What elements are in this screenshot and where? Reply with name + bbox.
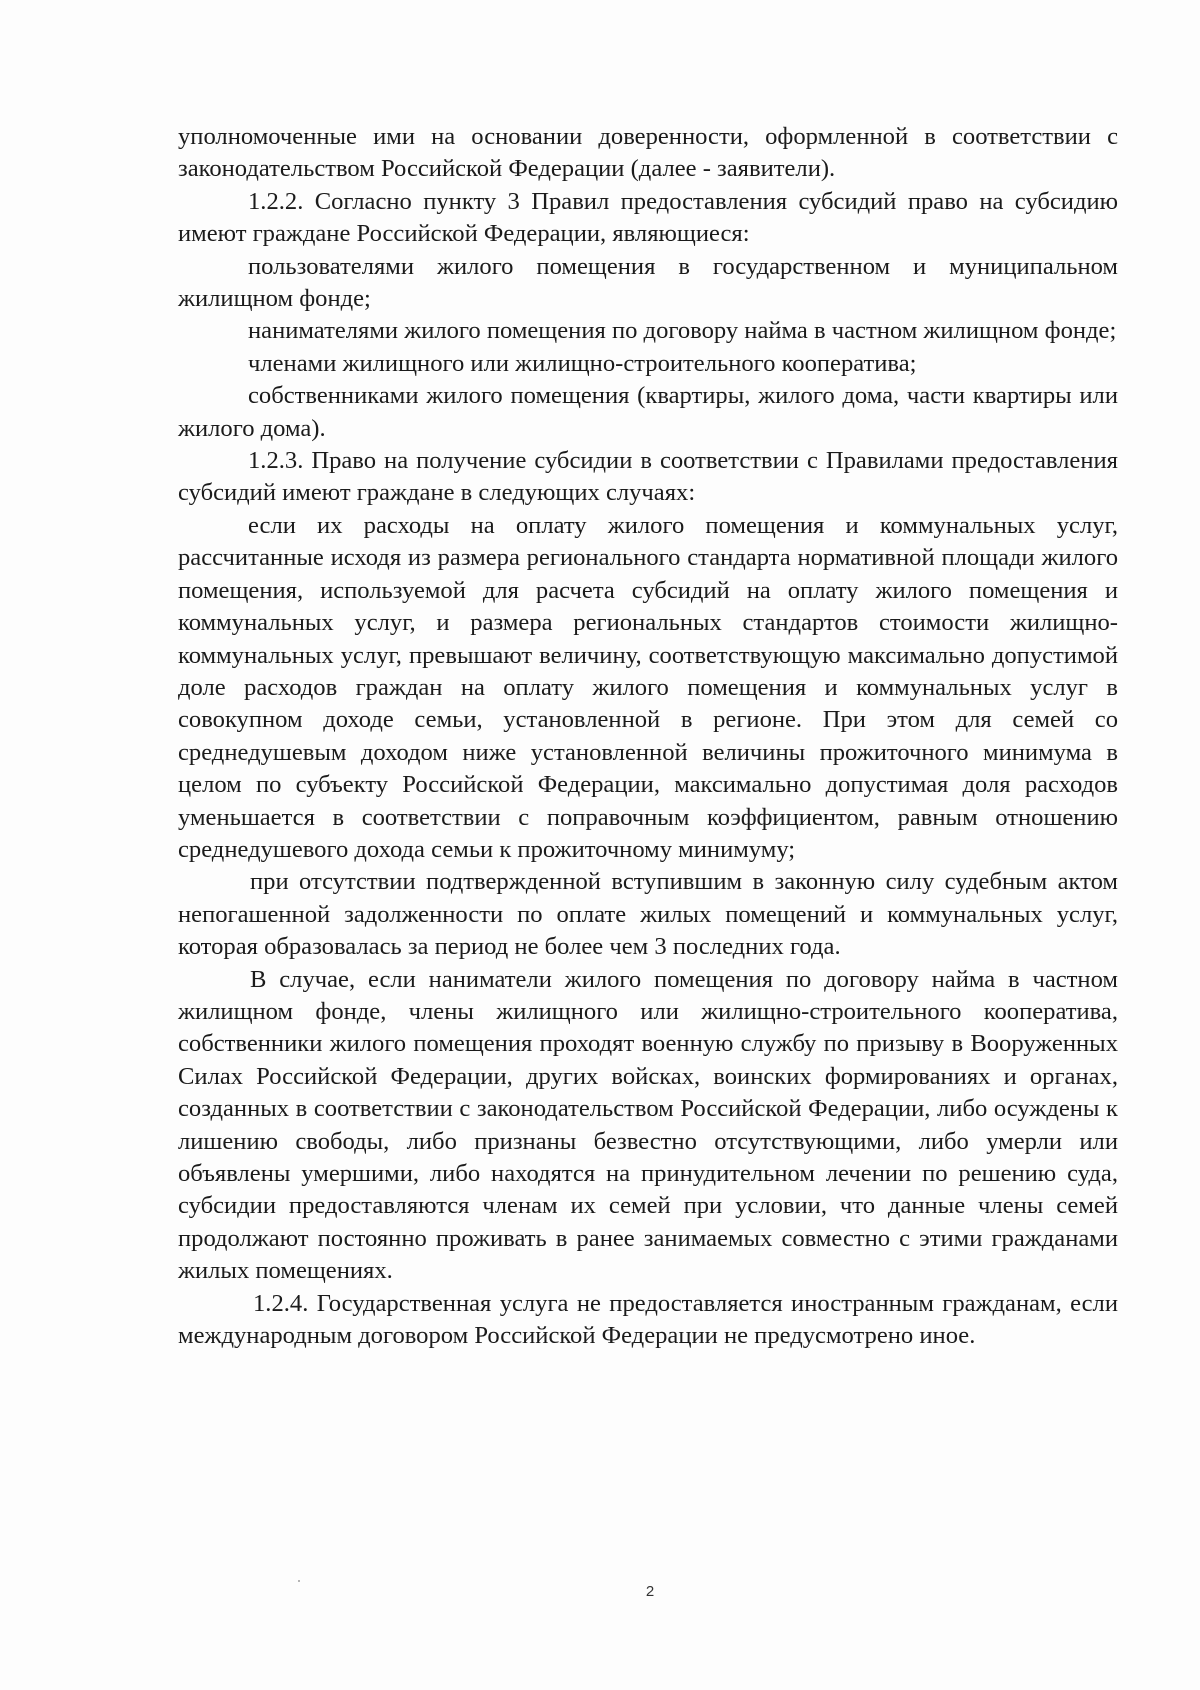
- paragraph-owners: собственниками жилого помещения (квартиры, жилого дома, части квартиры или жилого дома).: [178, 382, 1118, 442]
- paragraph-tenants: нанимателями жилого помещения по договору найма в частном жилищном фонде;: [248, 317, 1117, 345]
- page-number: 2: [645, 1583, 655, 1600]
- paragraph-users: пользователями жилого помещения в государственном и муниципальном жилищном фонде;: [178, 252, 1118, 313]
- scan-artifact: [298, 1580, 300, 1582]
- paragraph-applicants: уполномоченные ими на основании доверенности, оформленной в соответствии с законодательством Российской Федерации (далее - заявители).: [178, 123, 1118, 183]
- paragraph-1-2-3: 1.2.3. Право на получение субсидии в соответствии с Правилами предоставления субсидий имеют граждане в следующих случаях:: [178, 447, 1118, 507]
- paragraph-no-debt-condition: при отсутствии подтвержденной вступившим в законную силу судебным актом непогашенной задолженности по оплате жилых помещений и коммунальных услуг, которая образовалась за период не более чем 3 последних года.: [178, 868, 1118, 961]
- document-body: [178, 121, 1118, 1352]
- paragraph-1-2-4: 1.2.4. Государственная услуга не предоставляется иностранным гражданам, если международным договором Российской Федерации не предусмотрено иное.: [178, 1289, 1118, 1350]
- paragraph-expenses-condition: если их расходы на оплату жилого помещения и коммунальных услуг, рассчитанные исходя из размера регионального стандарта нормативной площади жилого помещения, используемой для расчета субсидий на оплату жилого помещения и коммунальных услуг, и размера региональных стандартов стоимости жилищно-коммунальных услуг, превышают величину, соответствующую максимально допустимой доле расходов граждан на оплату жилого помещения и коммунальных услуг в совокупном доходе семьи, установленной в регионе. При этом для семей со среднедушевым доходом ниже установленной величины прожиточного минимума в целом по субъекту Российской Федерации, максимально допустимая доля расходов уменьшается в соответствии с поправочным коэффициентом, равным отношению среднедушевого дохода семьи к прожиточному минимуму;: [178, 511, 1118, 863]
- paragraph-military-service-case: В случае, если наниматели жилого помещения по договору найма в частном жилищном фонде, члены жилищного или жилищно-строительного кооператива, собственники жилого помещения проходят военную службу по призыву в Вооруженных Силах Российской Федерации, других войсках, воинских формированиях и органах, созданных в соответствии с законодательством Российской Федерации, либо осуждены к лишению свободы, либо признаны безвестно отсутствующими, либо умерли или объявлены умершими, либо находятся на принудительном лечении по решению суда, субсидии предоставляются членам их семей при условии, что данные члены семей продолжают постоянно проживать в ранее занимаемых совместно с этими гражданами жилых помещениях.: [178, 965, 1118, 1285]
- paragraph-1-2-2: 1.2.2. Согласно пункту 3 Правил предоставления субсидий право на субсидию имеют граждане Российской Федерации, являющиеся:: [178, 187, 1118, 248]
- paragraph-coop-members: членами жилищного или жилищно-строительного кооператива;: [248, 349, 917, 377]
